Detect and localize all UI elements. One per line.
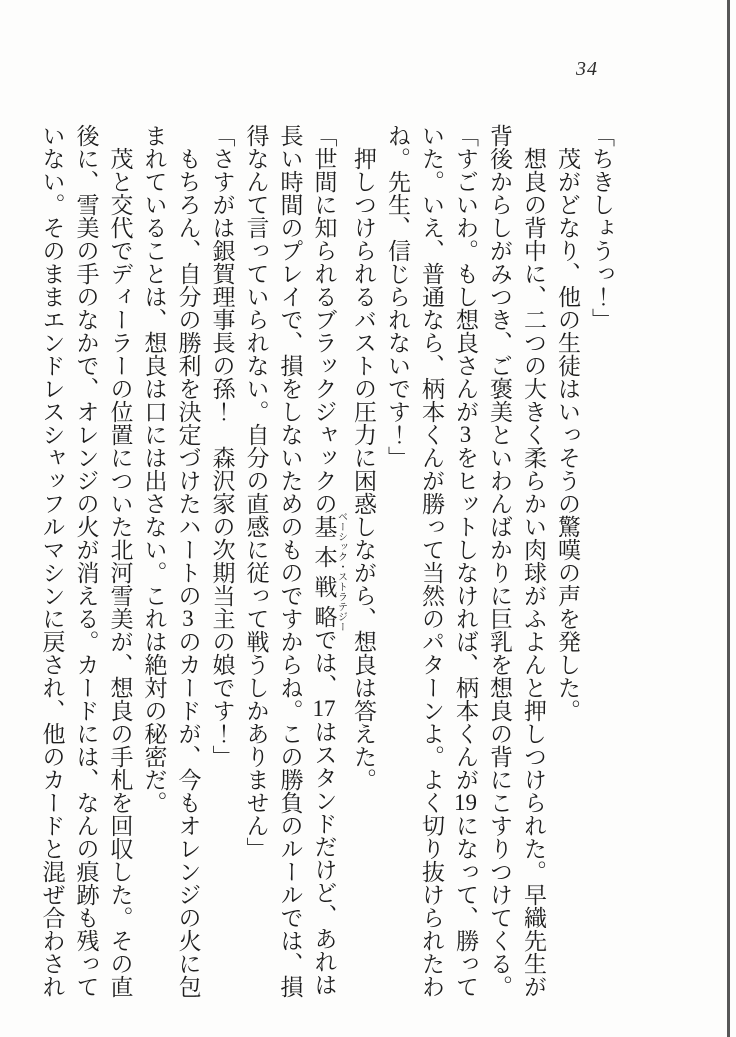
- text-run: 茂がどなり、他の生徒はいっそうの驚嘆の声を発した。: [555, 147, 580, 722]
- tatechuyoko-number: 3: [182, 607, 194, 630]
- paragraph: [380, 124, 482, 1004]
- paragraph: [36, 124, 137, 1004]
- paragraph: [137, 124, 205, 1004]
- text-run: をヒットしなければ、柄本くんが: [453, 446, 478, 791]
- body-text: [36, 124, 618, 1004]
- text-run: では、: [311, 628, 337, 697]
- paragraph: [550, 124, 584, 1004]
- paragraph: [482, 124, 550, 1004]
- tatechuyoko-number: 17: [312, 697, 336, 720]
- paragraph: [346, 124, 380, 1004]
- paragraph: [239, 124, 347, 1004]
- text-run: になって、勝っていた。いえ、普通なら、柄本くんが勝って当然のパターンよ。よく切り抜けられたわね。先生、信じられないです！」: [385, 124, 478, 998]
- text-run: もちろん、自分の勝利を決定づけたハートの: [175, 147, 201, 607]
- text-run: 「すごいわ。もし想良さんが: [453, 124, 478, 423]
- page-edge-line: [727, 0, 730, 1037]
- text-run: 茂と交代でディーラーの位置についた北河雪美が、想良の手札を回収した。その直後に、雪美の手のなかで、オレンジの火が消える。カードには、なんの痕跡も残っていない。そのままエンドレスシャッフルマシンに戻され、他のカードと混ぜ合わされ: [39, 124, 133, 998]
- text-run: のカードが、今もオレンジの火に包まれていることは、想良は口には出さない。これは絶対の秘密だ。: [141, 124, 201, 998]
- text-run: 「ちきしょうっ！」: [589, 124, 614, 331]
- ruby-annotated-text: 基本戦略 ベーシック・ストラテジー: [311, 511, 347, 632]
- tatechuyoko-number: 19: [454, 791, 477, 814]
- text-run: 「世間に知られるブラックジャックの: [311, 124, 337, 515]
- text-run: 押しつけられるバストの圧力に困惑しながら、想良は答えた。: [351, 147, 376, 791]
- paragraph: [205, 124, 239, 1004]
- text-run: 「さすがは銀賀理事長の孫！ 森沢家の次期当主の娘です！」: [209, 124, 235, 768]
- page-number: 34: [576, 58, 598, 80]
- tatechuyoko-number: 3: [459, 423, 472, 446]
- text-run: 想良の背中に、二つの大きく柔らかい肉球がふよんと押しつけられた。早織先生が背後からしがみつき、ご褒美といわんばかりに巨乳を想良の背にこすりつけてくる。: [487, 124, 546, 998]
- text-run: はスタンドだけど、あれは長い時間のプレイで、損をしないためのものですからね。この勝負のルールでは、損得なんて言っていられない。自分の直感に従って戦うしかありません」: [243, 124, 337, 998]
- paragraph: [584, 124, 618, 1004]
